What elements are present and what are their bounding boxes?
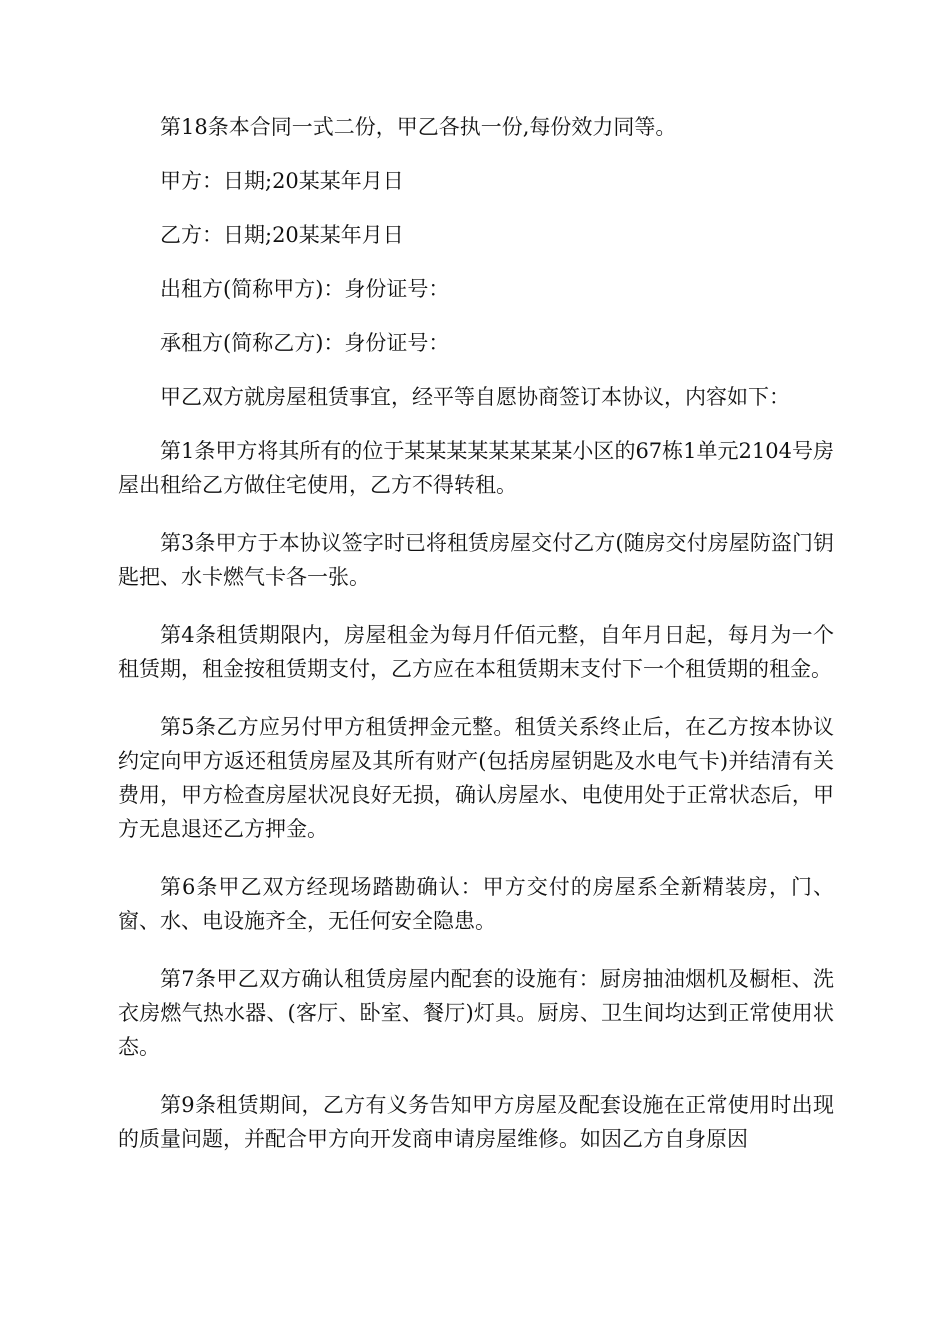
clause-18-copies: 第18条本合同一式二份，甲乙各执一份,每份效力同等。 (160, 115, 677, 139)
party-a-date-line: 甲方：日期;20某某年月日 (160, 169, 404, 193)
lessee-id-line: 承租方(简称乙方)：身份证号： (160, 331, 450, 355)
agreement-intro: 甲乙双方就房屋租赁事宜，经平等自愿协商签订本协议，内容如下： (160, 385, 790, 409)
clause-6: 第6条甲乙双方经现场踏勘确认：甲方交付的房屋系全新精装房，门、窗、水、电设施齐全，无任何安全隐患。 (118, 875, 834, 933)
clause-7: 第7条甲乙双方确认租赁房屋内配套的设施有：厨房抽油烟机及橱柜、洗衣房燃气热水器、(客厅、卧室、餐厅)灯具。厨房、卫生间均达到正常使用状态。 (118, 967, 834, 1059)
lessor-id-line: 出租方(简称甲方)：身份证号： (160, 277, 450, 301)
document-body (118, 110, 834, 1180)
clause-3: 第3条甲方于本协议签字时已将租赁房屋交付乙方(随房交付房屋防盗门钥匙把、水卡燃气卡各一张。 (118, 531, 834, 589)
clause-1: 第1条甲方将其所有的位于某某某某某某某某小区的67栋1单元2104号房屋出租给乙方做住宅使用，乙方不得转租。 (118, 439, 834, 497)
clause-5: 第5条乙方应另付甲方租赁押金元整。租赁关系终止后，在乙方按本协议约定向甲方返还租赁房屋及其所有财产(包括房屋钥匙及水电气卡)并结清有关费用，甲方检查房屋状况良好无损，确认房屋水、电使用处于正常状态后，甲方无息退还乙方押金。 (118, 715, 834, 841)
party-b-date-line: 乙方：日期;20某某年月日 (160, 223, 404, 247)
clause-4: 第4条租赁期限内，房屋租金为每月仟佰元整，自年月日起，每月为一个租赁期，租金按租赁期支付，乙方应在本租赁期末支付下一个租赁期的租金。 (118, 623, 834, 681)
clause-9: 第9条租赁期间，乙方有义务告知甲方房屋及配套设施在正常使用时出现的质量问题，并配合甲方向开发商申请房屋维修。如因乙方自身原因 (118, 1093, 834, 1151)
